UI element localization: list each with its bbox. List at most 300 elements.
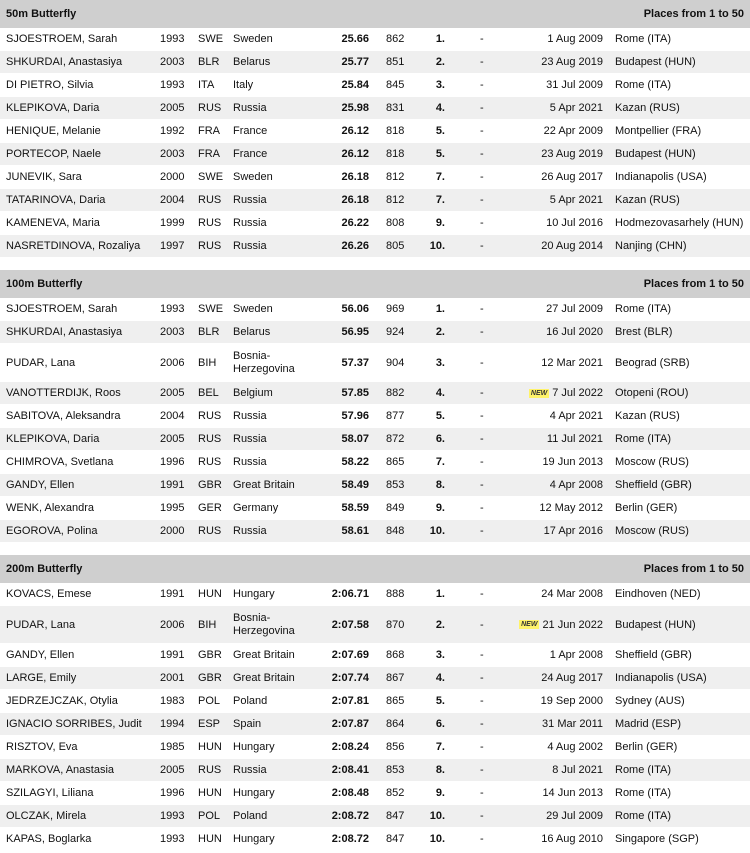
rank: 1. (435, 33, 445, 45)
country-name: Sweden (233, 32, 273, 45)
birth-year: 1993 (160, 79, 185, 91)
birth-year: 1991 (160, 588, 185, 600)
country-name: Bosnia-Herzegovina (233, 349, 295, 375)
competition-place: Moscow (RUS) (615, 525, 689, 537)
birth-year: 2005 (160, 764, 185, 776)
competition-date (506, 606, 603, 643)
athlete-name[interactable]: KAPAS, Boglarka (6, 833, 92, 845)
event-title: 100m Butterfly (6, 278, 83, 290)
nation-code: SWE (198, 171, 224, 183)
country-name: Belarus (233, 325, 271, 338)
competition-date (506, 497, 603, 519)
country-name: Germany (233, 501, 279, 514)
birth-year: 1985 (160, 741, 185, 753)
competition-date (506, 828, 603, 850)
fina-points: 904 (386, 356, 405, 369)
competition-date (506, 690, 603, 712)
athlete-name[interactable]: GANDY, Ellen (6, 649, 75, 661)
competition-date (506, 51, 603, 73)
birth-year: 2006 (160, 618, 185, 631)
nation-code: POL (198, 810, 221, 822)
competition-place: Rome (ITA) (615, 810, 672, 822)
table-row (0, 736, 750, 759)
table-row (0, 120, 750, 143)
table-row (0, 474, 750, 497)
table-row (0, 74, 750, 97)
separator-dash: - (480, 240, 484, 252)
nation-code: HUN (198, 787, 222, 799)
nation-code: BLR (198, 326, 220, 338)
athlete-name[interactable]: RISZTOV, Eva (6, 741, 78, 753)
swim-time: 25.98 (341, 102, 369, 114)
nation-code: FRA (198, 125, 220, 137)
competition-date (506, 321, 603, 343)
swim-time: 2:07.87 (331, 718, 369, 730)
competition-date (506, 344, 603, 381)
nation-code: RUS (198, 194, 222, 206)
birth-year: 1994 (160, 718, 185, 730)
athlete-name[interactable]: WENK, Alexandra (6, 502, 95, 514)
birth-year: 2003 (160, 56, 185, 68)
country-name: Russia (233, 239, 267, 252)
competition-date (506, 428, 603, 450)
table-row (0, 212, 750, 235)
rank: 9. (435, 502, 445, 514)
competition-place: Rome (ITA) (615, 303, 672, 315)
rank: 2. (435, 56, 445, 68)
separator-dash: - (480, 56, 484, 68)
separator-dash: - (480, 102, 484, 114)
rank: 7. (435, 194, 445, 206)
competition-date (506, 74, 603, 96)
country-name: Poland (233, 809, 268, 822)
competition-place: Nanjing (CHN) (615, 240, 687, 252)
separator-dash: - (480, 33, 484, 45)
rank: 2. (435, 618, 445, 631)
table-row (0, 451, 750, 474)
athlete-name[interactable]: KOVACS, Emese (6, 588, 92, 600)
athlete-name[interactable]: JEDRZEJCZAK, Otylia (6, 695, 118, 707)
fina-points: 877 (386, 410, 405, 422)
swim-time: 56.06 (341, 303, 369, 315)
competition-place: Singapore (SGP) (615, 833, 699, 845)
separator-dash: - (480, 326, 484, 338)
event-section (0, 555, 750, 851)
rank: 8. (435, 764, 445, 776)
separator-dash: - (480, 672, 484, 684)
rank: 9. (435, 787, 445, 799)
separator-dash: - (480, 303, 484, 315)
athlete-name[interactable]: OLCZAK, Mirela (6, 810, 87, 822)
fina-points: 856 (386, 741, 405, 753)
competition-date (506, 713, 603, 735)
swim-time: 58.49 (341, 479, 369, 491)
competition-date (506, 759, 603, 781)
country-name: Russia (233, 101, 267, 114)
athlete-name[interactable]: PUDAR, Lana (6, 356, 76, 369)
rank: 8. (435, 479, 445, 491)
rank: 3. (435, 649, 445, 661)
date-text: 31 Mar 2011 (542, 718, 603, 730)
country-name: Sweden (233, 302, 273, 315)
fina-points: 969 (386, 303, 405, 315)
nation-code: RUS (198, 433, 222, 445)
rank: 10. (429, 525, 445, 537)
athlete-name[interactable]: EGOROVA, Polina (6, 525, 98, 537)
birth-year: 2005 (160, 102, 185, 114)
date-text: 26 Aug 2017 (541, 171, 603, 183)
rank: 7. (435, 171, 445, 183)
date-text: 4 Apr 2021 (549, 410, 603, 422)
nation-code: BLR (198, 56, 220, 68)
fina-points: 845 (386, 79, 405, 91)
athlete-name[interactable]: LARGE, Emily (6, 672, 77, 684)
country-name: Hungary (233, 740, 275, 753)
competition-place: Moscow (RUS) (615, 456, 689, 468)
nation-code: RUS (198, 217, 222, 229)
nation-code: GBR (198, 672, 222, 684)
competition-date (506, 97, 603, 119)
nation-code: RUS (198, 102, 222, 114)
separator-dash: - (480, 410, 484, 422)
date-text: 8 Jul 2021 (552, 764, 603, 776)
date-text: 11 Jul 2021 (546, 433, 603, 445)
table-row (0, 583, 750, 606)
competition-date (506, 143, 603, 165)
swim-time: 25.84 (341, 79, 369, 91)
separator-dash: - (480, 741, 484, 753)
table-row (0, 497, 750, 520)
country-name: Great Britain (233, 671, 295, 684)
date-text: 7 Jul 2022 (552, 387, 603, 399)
nation-code: RUS (198, 240, 222, 252)
separator-dash: - (480, 479, 484, 491)
swim-time: 2:08.48 (331, 787, 369, 799)
athlete-name[interactable]: MARKOVA, Anastasia (6, 764, 115, 776)
rank: 10. (429, 240, 445, 252)
table-row (0, 690, 750, 713)
nation-code: GBR (198, 649, 222, 661)
date-text: 4 Aug 2002 (547, 741, 603, 753)
competition-date (506, 120, 603, 142)
rank: 10. (429, 833, 445, 845)
date-text: 24 Aug 2017 (541, 672, 603, 684)
athlete-name[interactable]: SZILAGYI, Liliana (6, 787, 94, 799)
fina-points: 852 (386, 787, 405, 799)
separator-dash: - (480, 456, 484, 468)
competition-date (506, 667, 603, 689)
country-name: Russia (233, 193, 267, 206)
date-text: 19 Sep 2000 (540, 695, 603, 707)
athlete-name[interactable]: SABITOVA, Aleksandra (6, 410, 121, 422)
athlete-name[interactable]: HENIQUE, Melanie (6, 125, 101, 137)
competition-date (506, 805, 603, 827)
table-row (0, 405, 750, 428)
nation-code: BIH (198, 356, 217, 369)
event-header (0, 0, 750, 28)
places-range: Places from 1 to 50 (643, 278, 744, 290)
nation-code: HUN (198, 741, 222, 753)
fina-points: 805 (386, 240, 405, 252)
date-text: 12 Mar 2021 (541, 356, 603, 369)
rank: 5. (435, 125, 445, 137)
swim-time: 26.12 (341, 125, 369, 137)
athlete-name[interactable]: SHKURDAI, Anastasiya (6, 56, 123, 68)
athlete-name[interactable]: JUNEVIK, Sara (6, 171, 82, 183)
separator-dash: - (480, 433, 484, 445)
table-row (0, 51, 750, 74)
rank: 3. (435, 356, 445, 369)
swim-time: 2:06.71 (331, 588, 369, 600)
rank: 9. (435, 217, 445, 229)
nation-code: RUS (198, 764, 222, 776)
athlete-name[interactable]: VANOTTERDIJK, Roos (6, 387, 121, 399)
fina-points: 847 (386, 810, 405, 822)
swim-time: 2:07.58 (331, 618, 369, 631)
athlete-name[interactable]: PORTECOP, Naele (6, 148, 101, 160)
places-range: Places from 1 to 50 (643, 8, 744, 20)
swim-time: 57.37 (341, 356, 369, 369)
athlete-name[interactable]: SHKURDAI, Anastasiya (6, 326, 123, 338)
athlete-name[interactable]: KLEPIKOVA, Daria (6, 102, 100, 114)
birth-year: 1999 (160, 217, 185, 229)
swim-time: 2:08.72 (331, 833, 369, 845)
country-name: Hungary (233, 832, 275, 845)
table-row (0, 189, 750, 212)
country-name: Russia (233, 763, 267, 776)
swim-time: 2:08.41 (331, 764, 369, 776)
swim-time: 2:07.81 (331, 695, 369, 707)
competition-place: Beograd (SRB) (615, 356, 690, 369)
separator-dash: - (480, 718, 484, 730)
fina-points: 849 (386, 502, 405, 514)
country-name: Sweden (233, 170, 273, 183)
places-range: Places from 1 to 50 (643, 563, 744, 575)
fina-points: 870 (386, 618, 405, 631)
swim-time: 56.95 (341, 326, 369, 338)
table-row (0, 28, 750, 51)
table-row (0, 321, 750, 344)
competition-place: Rome (ITA) (615, 433, 672, 445)
athlete-name[interactable]: IGNACIO SORRIBES, Judit (6, 718, 142, 730)
separator-dash: - (480, 649, 484, 661)
separator-dash: - (480, 387, 484, 399)
fina-points: 808 (386, 217, 405, 229)
birth-year: 1993 (160, 303, 185, 315)
country-name: Italy (233, 78, 254, 91)
event-section (0, 0, 750, 270)
athlete-name[interactable]: GANDY, Ellen (6, 479, 75, 491)
swim-time: 2:08.72 (331, 810, 369, 822)
date-text: 22 Apr 2009 (543, 125, 603, 137)
separator-dash: - (480, 194, 484, 206)
rank: 6. (435, 433, 445, 445)
rank: 4. (435, 387, 445, 399)
competition-place: Kazan (RUS) (615, 410, 680, 422)
competition-date (506, 474, 603, 496)
fina-points: 868 (386, 649, 405, 661)
birth-year: 2000 (160, 525, 185, 537)
athlete-name[interactable]: SJOESTROEM, Sarah (6, 303, 118, 315)
birth-year: 2004 (160, 194, 185, 206)
athlete-name[interactable]: SJOESTROEM, Sarah (6, 33, 118, 45)
nation-code: BEL (198, 387, 219, 399)
competition-date (506, 298, 603, 320)
birth-year: 1993 (160, 833, 185, 845)
fina-points: 862 (386, 33, 405, 45)
date-text: 31 Jul 2009 (546, 79, 603, 91)
date-text: 5 Apr 2021 (549, 194, 603, 206)
table-row (0, 143, 750, 166)
competition-place: Rome (ITA) (615, 79, 672, 91)
competition-place: Brest (BLR) (615, 326, 673, 338)
rank: 5. (435, 148, 445, 160)
rank: 5. (435, 410, 445, 422)
country-name: Russia (233, 216, 267, 229)
table-row (0, 828, 750, 851)
rank: 4. (435, 102, 445, 114)
country-name: Belgium (233, 386, 273, 399)
rank: 7. (435, 456, 445, 468)
competition-place: Eindhoven (NED) (615, 588, 701, 600)
table-row (0, 782, 750, 805)
swim-time: 26.22 (341, 217, 369, 229)
date-text: 16 Jul 2020 (546, 326, 603, 338)
athlete-name[interactable]: NASRETDINOVA, Rozaliya (6, 240, 141, 252)
table-row (0, 606, 750, 644)
date-text: 5 Apr 2021 (549, 102, 603, 114)
swim-time: 57.96 (341, 410, 369, 422)
table-row (0, 428, 750, 451)
athlete-name[interactable]: KLEPIKOVA, Daria (6, 433, 100, 445)
competition-date (506, 189, 603, 211)
fina-points: 882 (386, 387, 405, 399)
swim-time: 26.26 (341, 240, 369, 252)
competition-date (506, 28, 603, 50)
birth-year: 2003 (160, 326, 185, 338)
rank: 4. (435, 672, 445, 684)
event-header (0, 555, 750, 583)
swim-time: 2:07.74 (331, 672, 369, 684)
separator-dash: - (480, 810, 484, 822)
birth-year: 2005 (160, 387, 185, 399)
birth-year: 2001 (160, 672, 185, 684)
table-row (0, 166, 750, 189)
rank: 1. (435, 588, 445, 600)
competition-place: Otopeni (ROU) (615, 387, 689, 399)
country-name: France (233, 147, 268, 160)
competition-date (506, 235, 603, 257)
country-name: Hungary (233, 587, 275, 600)
swim-time: 25.66 (341, 33, 369, 45)
nation-code: FRA (198, 148, 220, 160)
birth-year: 1992 (160, 125, 185, 137)
date-text: 23 Aug 2019 (541, 56, 603, 68)
country-name: Russia (233, 455, 267, 468)
table-row (0, 344, 750, 382)
country-name: Great Britain (233, 648, 295, 661)
competition-place: Madrid (ESP) (615, 718, 682, 730)
nation-code: ITA (198, 79, 215, 91)
date-text: 10 Jul 2016 (546, 217, 603, 229)
competition-place: Berlin (GER) (615, 502, 678, 514)
separator-dash: - (480, 217, 484, 229)
birth-year: 1996 (160, 456, 185, 468)
country-name: Belarus (233, 55, 271, 68)
table-row (0, 298, 750, 321)
competition-place: Rome (ITA) (615, 33, 672, 45)
competition-date (506, 212, 603, 234)
nation-code: POL (198, 695, 221, 707)
competition-place: Sheffield (GBR) (615, 649, 692, 661)
separator-dash: - (480, 695, 484, 707)
fina-points: 851 (386, 56, 405, 68)
fina-points: 864 (386, 718, 405, 730)
nation-code: ESP (198, 718, 221, 730)
country-name: Bosnia-Herzegovina (233, 611, 295, 637)
date-text: 12 May 2012 (539, 502, 603, 514)
fina-points: 853 (386, 479, 405, 491)
competition-date (506, 520, 603, 542)
athlete-name[interactable]: PUDAR, Lana (6, 618, 76, 631)
competition-place: Budapest (HUN) (615, 56, 696, 68)
new-badge: NEW (530, 389, 548, 397)
event-section (0, 270, 750, 555)
fina-points: 818 (386, 125, 405, 137)
swim-time: 58.61 (341, 525, 369, 537)
athlete-name[interactable]: KAMENEVA, Maria (6, 217, 100, 229)
section-spacer (0, 543, 750, 555)
separator-dash: - (480, 787, 484, 799)
competition-place: Kazan (RUS) (615, 194, 680, 206)
athlete-name[interactable]: DI PIETRO, Silvia (6, 79, 94, 91)
event-title: 200m Butterfly (6, 563, 83, 575)
nation-code: SWE (198, 303, 224, 315)
fina-points: 872 (386, 433, 405, 445)
fina-points: 818 (386, 148, 405, 160)
competition-place: Berlin (GER) (615, 741, 678, 753)
swim-time: 58.07 (341, 433, 369, 445)
swim-time: 2:07.69 (331, 649, 369, 661)
fina-points: 867 (386, 672, 405, 684)
competition-date (506, 166, 603, 188)
table-row (0, 644, 750, 667)
rank: 3. (435, 79, 445, 91)
birth-year: 1993 (160, 33, 185, 45)
table-row (0, 759, 750, 782)
rank: 7. (435, 741, 445, 753)
nation-code: RUS (198, 525, 222, 537)
fina-points: 831 (386, 102, 405, 114)
swim-time: 25.77 (341, 56, 369, 68)
country-name: Russia (233, 524, 267, 537)
fina-points: 853 (386, 764, 405, 776)
athlete-name[interactable]: CHIMROVA, Svetlana (6, 456, 114, 468)
competition-place: Rome (ITA) (615, 787, 672, 799)
date-text: 24 Mar 2008 (541, 588, 603, 600)
table-row (0, 97, 750, 120)
competition-date (506, 583, 603, 605)
table-row (0, 520, 750, 543)
event-title: 50m Butterfly (6, 8, 77, 20)
athlete-name[interactable]: TATARINOVA, Daria (6, 194, 106, 206)
separator-dash: - (480, 171, 484, 183)
table-row (0, 805, 750, 828)
date-text: 17 Apr 2016 (543, 525, 603, 537)
swim-time: 2:08.24 (331, 741, 369, 753)
birth-year: 1997 (160, 240, 185, 252)
fina-points: 924 (386, 326, 405, 338)
